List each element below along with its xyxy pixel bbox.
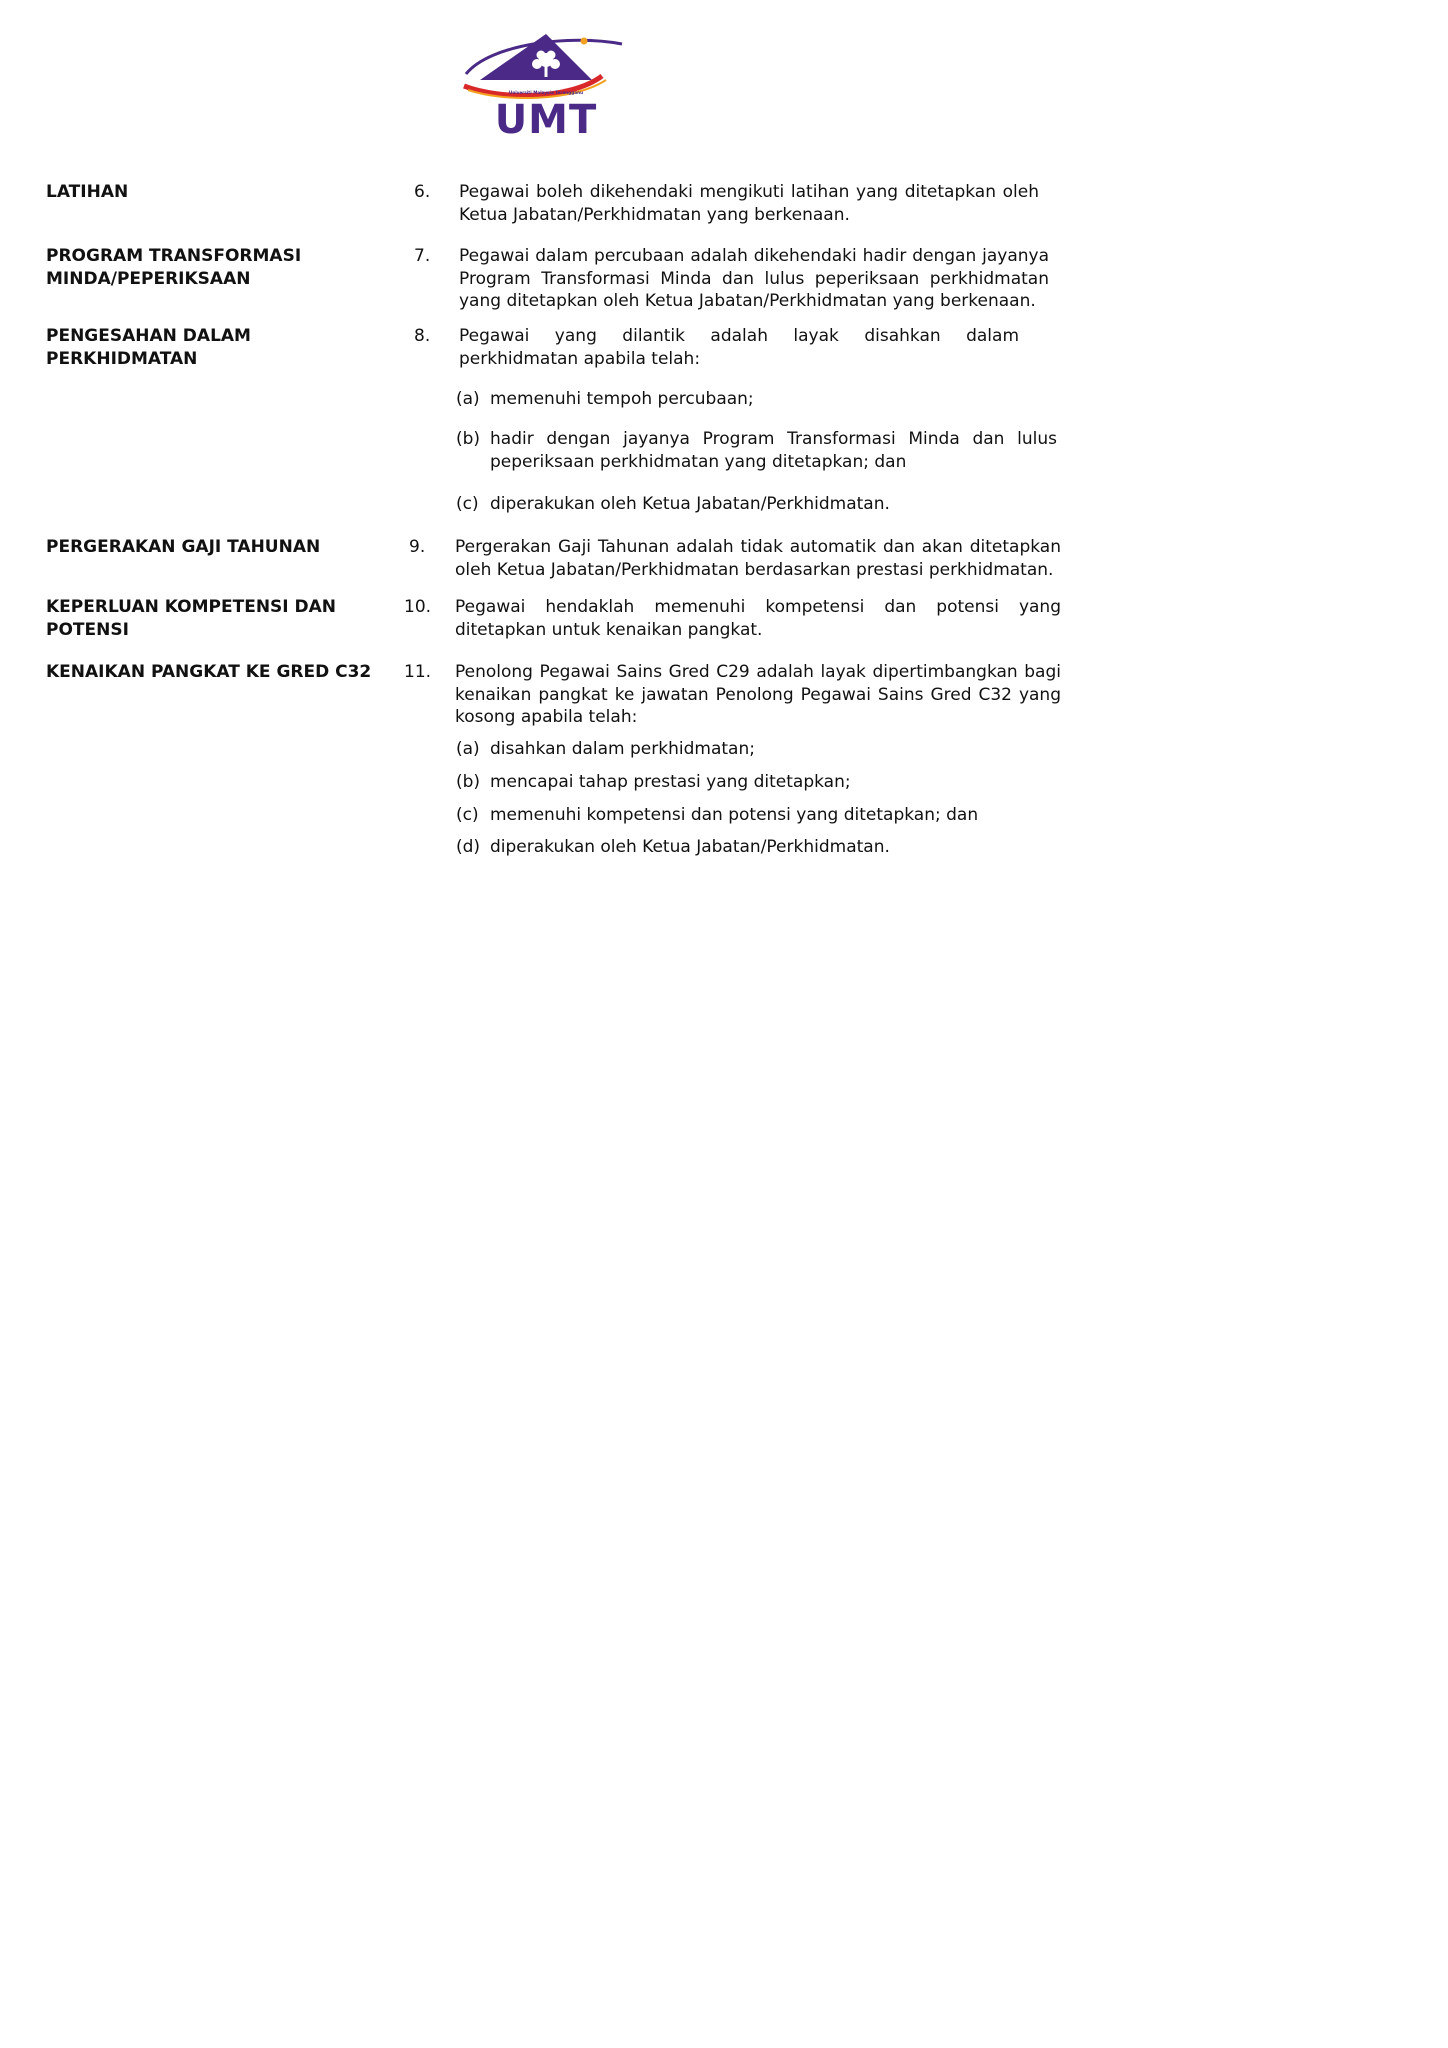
section-paragraph: Pegawai boleh dikehendaki mengikuti latihan yang ditetapkan oleh Ketua Jabatan/Perkhidmatan yang berkenaan. <box>459 182 1039 225</box>
section-number: 10. <box>404 597 432 617</box>
section-paragraph: Penolong Pegawai Sains Gred C29 adalah layak dipertimbangkan bagi kenaikan pangkat ke jawatan Penolong Pegawai Sains Gred C32 yang kosong apabila telah: <box>455 662 1061 727</box>
logo-text: UMT <box>494 97 598 140</box>
section-number: 6. <box>414 182 431 202</box>
list-item <box>456 738 1060 762</box>
section-title-pergerakan-gaji: PERGERAKAN GAJI TAHUNAN <box>46 537 321 557</box>
section-number: 11. <box>404 662 432 682</box>
logo-subtitle: Universiti Malaysia Terengganu <box>508 90 584 95</box>
list-item-label: (c) <box>456 805 479 825</box>
section-title-latihan: LATIHAN <box>46 182 129 202</box>
list-item-text: disahkan dalam perkhidmatan; <box>490 739 755 759</box>
list-item-text: diperakukan oleh Ketua Jabatan/Perkhidmatan. <box>490 837 890 857</box>
section-title-program-transformasi: PROGRAM TRANSFORMASI MINDA/PEPERIKSAAN <box>46 246 302 289</box>
list-item <box>456 836 1060 860</box>
list-item-label: (c) <box>456 494 479 514</box>
list-item-label: (b) <box>456 429 481 449</box>
list-item-label: (d) <box>456 837 481 857</box>
list-item <box>456 428 1060 476</box>
section-paragraph: Pegawai hendaklah memenuhi kompetensi dan potensi yang ditetapkan untuk kenaikan pangkat. <box>455 597 1061 640</box>
section-title-kenaikan-pangkat: KENAIKAN PANGKAT KE GRED C32 <box>46 662 372 682</box>
section-paragraph: Pegawai yang dilantik adalah layak disahkan dalam perkhidmatan apabila telah: <box>459 326 1019 369</box>
list-item-label: (a) <box>456 389 480 409</box>
list-item <box>456 493 1060 517</box>
list-item <box>456 388 1060 412</box>
section-number: 8. <box>414 326 431 346</box>
section-number: 9. <box>409 537 426 557</box>
section-number: 7. <box>414 246 431 266</box>
list-item <box>456 804 1060 828</box>
list-item-text: memenuhi kompetensi dan potensi yang ditetapkan; dan <box>490 805 979 825</box>
list-item-text: memenuhi tempoh percubaan; <box>490 389 754 409</box>
list-item-text: mencapai tahap prestasi yang ditetapkan; <box>490 772 851 792</box>
section-title-keperluan-kompetensi: KEPERLUAN KOMPETENSI DAN POTENSI <box>46 597 337 640</box>
list-item-label: (a) <box>456 739 480 759</box>
section-paragraph: Pergerakan Gaji Tahunan adalah tidak automatik dan akan ditetapkan oleh Ketua Jabatan/Perkhidmatan berdasarkan prestasi perkhidmatan. <box>455 537 1061 580</box>
section-paragraph: Pegawai dalam percubaan adalah dikehendaki hadir dengan jayanya Program Transformasi Minda dan lulus peperiksaan perkhidmatan yang ditetapkan oleh Ketua Jabatan/Perkhidmatan yang berkenaan. <box>459 246 1049 311</box>
list-item-label: (b) <box>456 772 481 792</box>
list-item <box>456 771 1060 795</box>
list-item-text: hadir dengan jayanya Program Transformasi Minda dan lulus peperiksaan perkhidmatan yang ditetapkan; dan <box>490 429 1057 472</box>
list-item-text: diperakukan oleh Ketua Jabatan/Perkhidmatan. <box>490 494 890 514</box>
umt-logo <box>460 30 630 140</box>
section-title-pengesahan: PENGESAHAN DALAM PERKHIDMATAN <box>46 326 251 369</box>
